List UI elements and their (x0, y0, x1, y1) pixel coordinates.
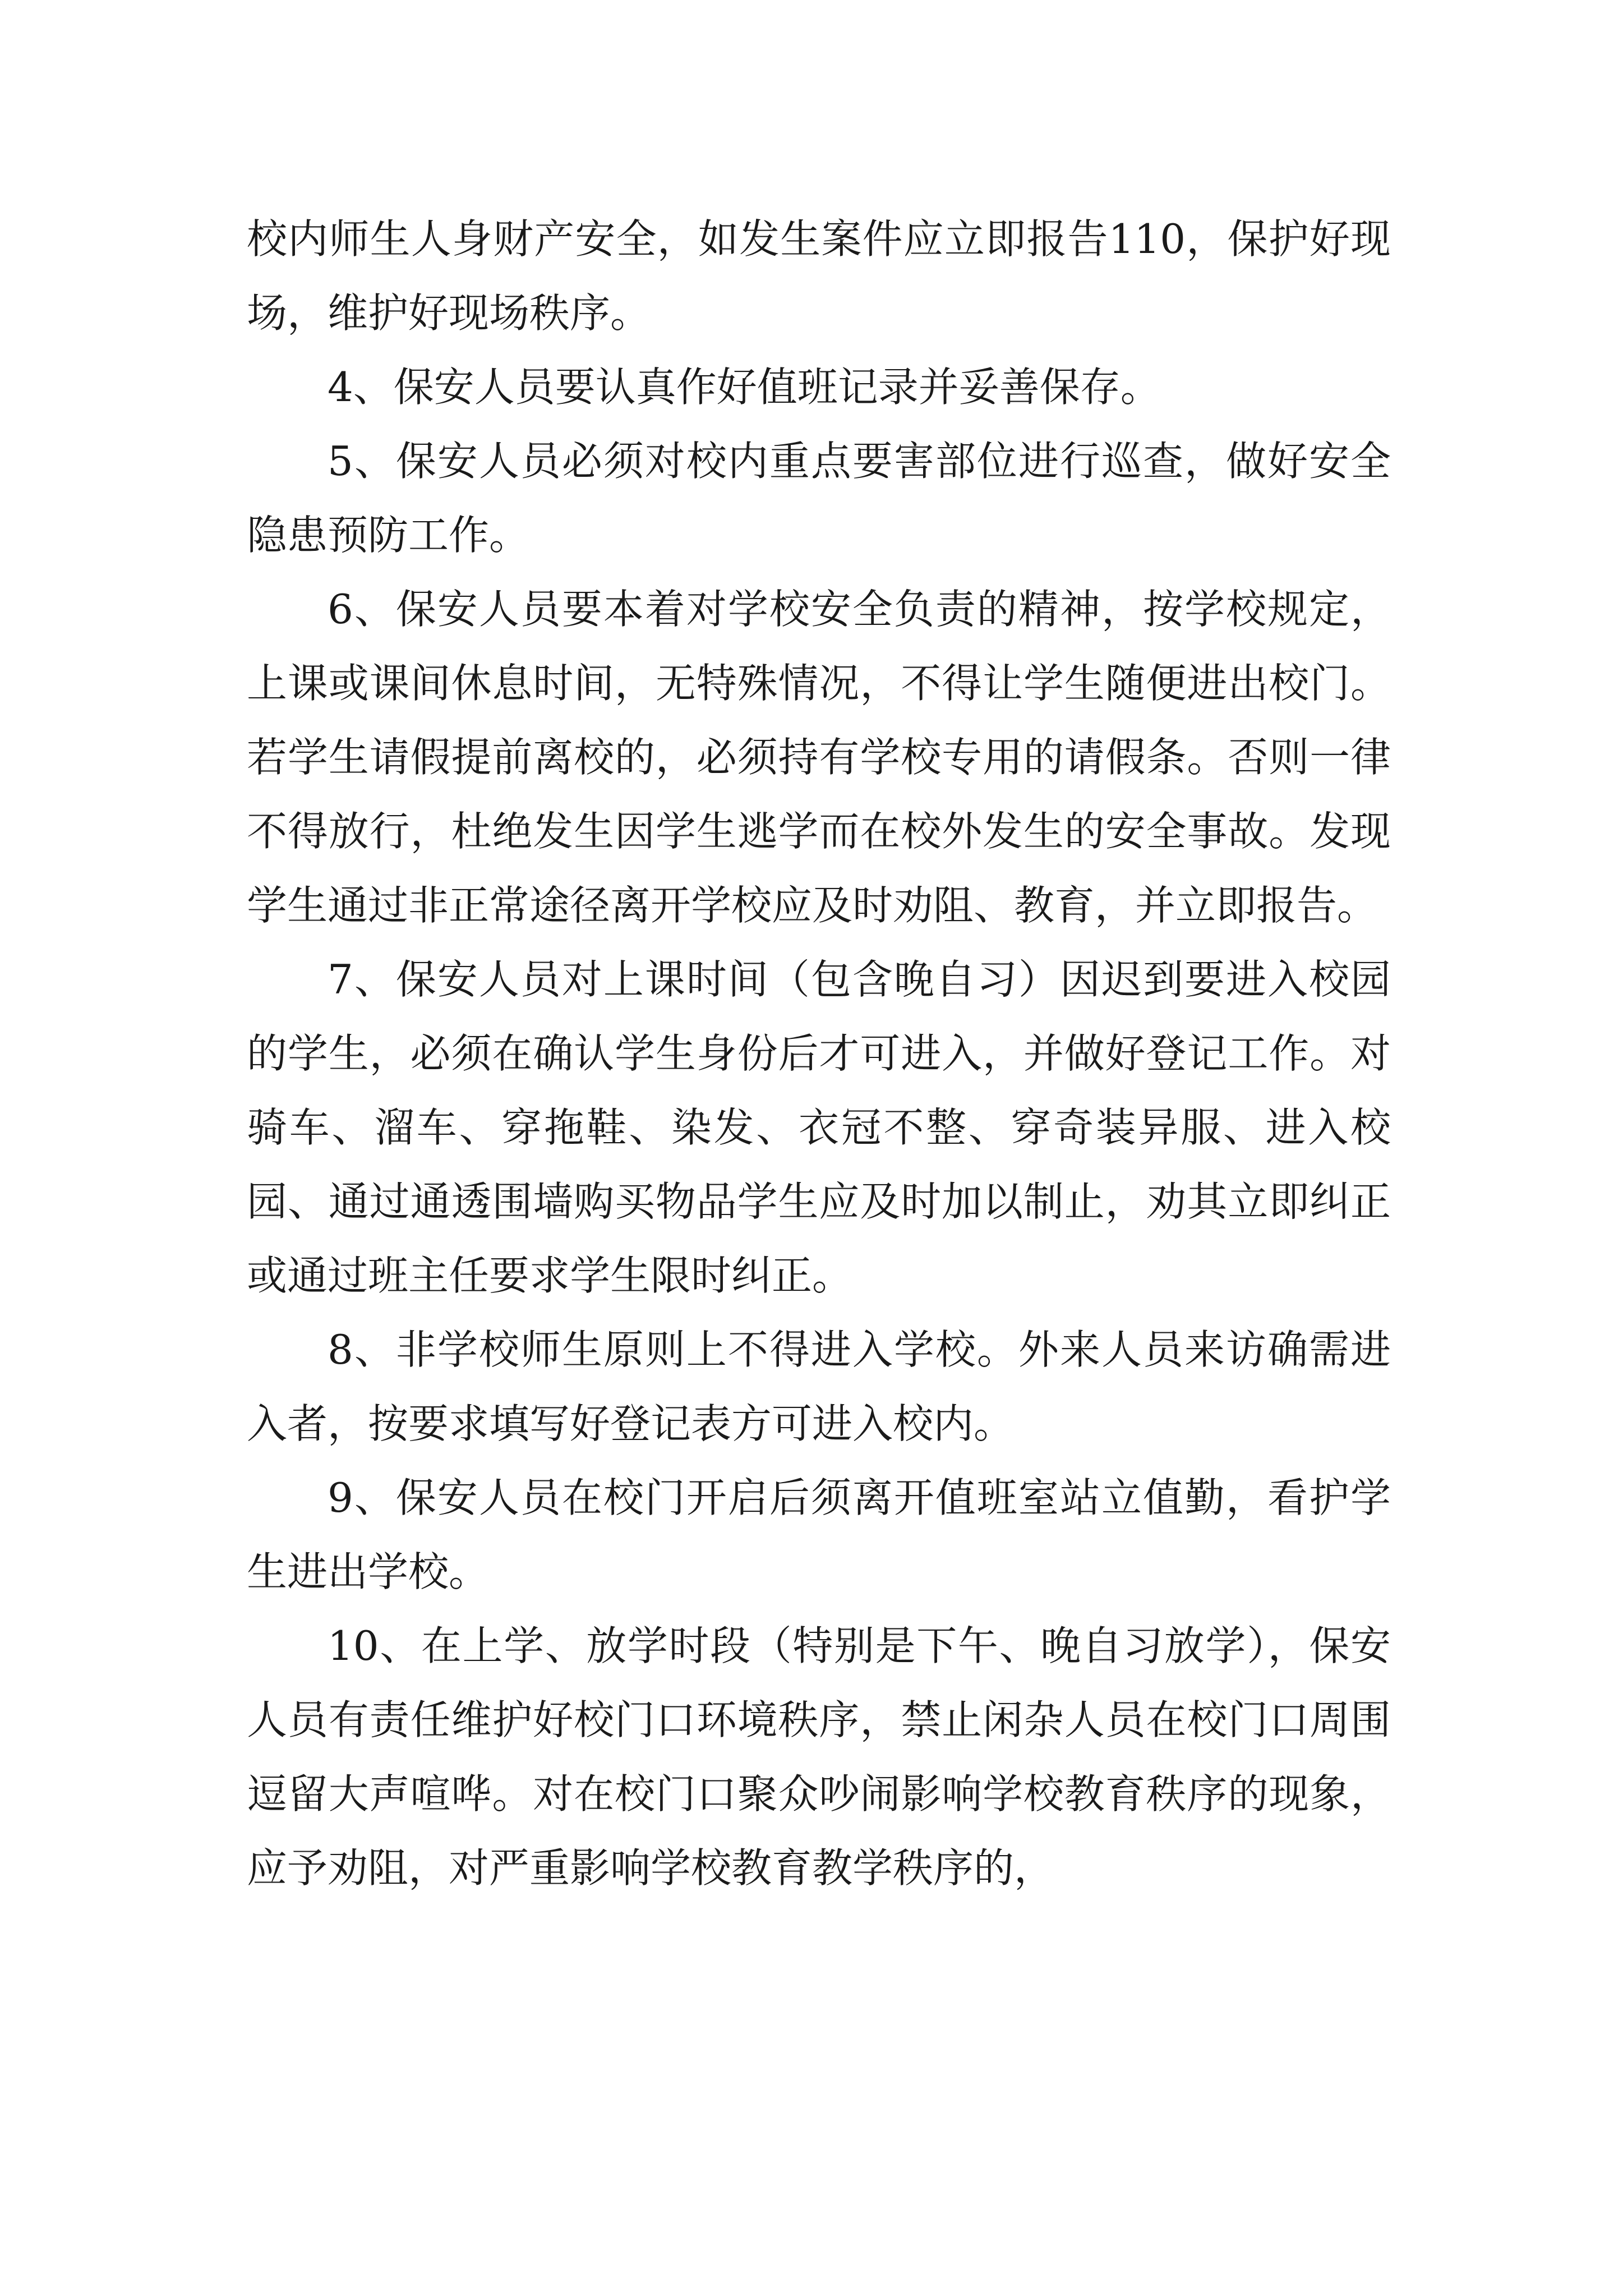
paragraph-continued: 校内师生人身财产安全，如发生案件应立即报告110，保护好现场，维护好现场秩序。 (247, 215, 1391, 337)
paragraph-item-9: 9、保安人员在校门开启后须离开值班室站立值勤，看护学生进出学校。 (247, 1474, 1391, 1595)
document-body (247, 202, 1391, 1905)
paragraph-item-4: 4、保安人员要认真作好值班记录并妥善保存。 (328, 364, 1161, 411)
paragraph-item-6: 6、保安人员要本着对学校安全负责的精神，按学校规定，上课或课间休息时间，无特殊情况，不得让学生随便进出校门。若学生请假提前离校的，必须持有学校专用的请假条。否则一律不得放行，杜绝发生因学生逃学而在校外发生的安全事故。发现学生通过非正常途径离开学校应及时劝阻、教育，并立即报告。 (247, 586, 1391, 929)
paragraph-item-5: 5、保安人员必须对校内重点要害部位进行巡查，做好安全隐患预防工作。 (247, 438, 1391, 559)
paragraph-item-7: 7、保安人员对上课时间（包含晚自习）因迟到要进入校园的学生，必须在确认学生身份后才可进入，并做好登记工作。对骑车、溜车、穿拖鞋、染发、衣冠不整、穿奇装异服、进入校园、通过通透围墙购买物品学生应及时加以制止，劝其立即纠正或通过班主任要求学生限时纠正。 (247, 956, 1391, 1299)
paragraph-item-8: 8、非学校师生原则上不得进入学校。外来人员来访确需进入者，按要求填写好登记表方可进入校内。 (247, 1326, 1391, 1447)
paragraph-item-10: 10、在上学、放学时段（特别是下午、晚自习放学），保安人员有责任维护好校门口环境秩序，禁止闲杂人员在校门口周围逗留大声喧哗。对在校门口聚众吵闹影响学校教育秩序的现象，应予劝阻，对严重影响学校教育教学秩序的， (247, 1622, 1391, 1892)
